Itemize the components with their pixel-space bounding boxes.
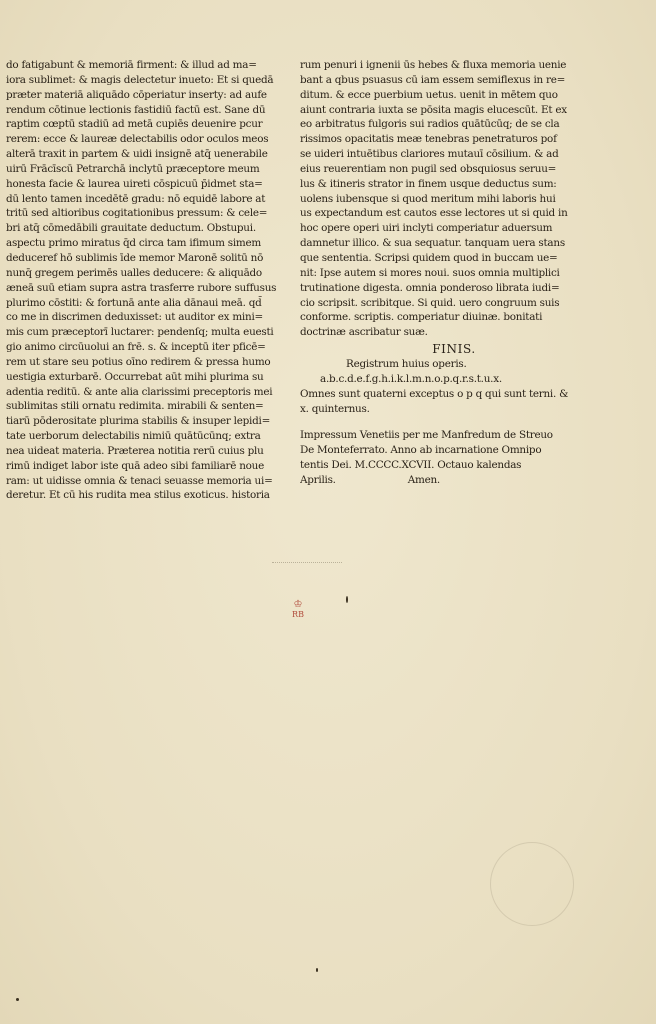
library-stamp [286, 600, 310, 628]
left-text-column [6, 58, 288, 503]
text-line: alterā traxit in partem & uidi insignē atq̄ uenerabile [6, 148, 268, 161]
text-line: co me in discrimen deduxisset: ut auditor ex mini= [6, 311, 263, 324]
amen-text: Amen. [407, 473, 440, 486]
text-line: uirū Frācīscū Petrarchā inclytū præceptore meum [6, 162, 260, 175]
text-line: rendum cōtinue lectionis fastidiū factū est. Sane dū [6, 103, 266, 116]
text-line: tritū sed altioribus cogitationibus pressum: & cele= [6, 207, 268, 220]
colophon-line: De Monteferrato. Anno ab incarnatione Omnipo [300, 444, 542, 457]
crown-icon: ♔ [293, 599, 303, 610]
text-line: rum penuri i ignenii ūs hebes & fluxa memoria uenie [300, 59, 567, 71]
text-line: trutinatione digesta. omnia ponderoso librata iudi= [300, 281, 560, 294]
text-line: aiunt contraria iuxta se pōsita magis elucescūt. Et ex [300, 103, 567, 116]
text-line: que sententia. Scripsi quidem quod in buccam ue= [300, 251, 558, 264]
ink-smudge [272, 562, 342, 583]
ink-speck [16, 998, 19, 1001]
text-line: honesta facie & laurea uireti cōspicuū p̄idmet sta= [6, 177, 263, 190]
text-line: hoc opere operi uiri inclyti comperiatur aduersum [300, 222, 553, 235]
text-line: eius reuerentiam non pugil sed obsquiosus seruu= [300, 162, 557, 175]
text-line: do fatigabunt & memoriā firment: & illud ad ma= [6, 59, 257, 71]
text-line: tiarū pōderositate plurima stabilis & insuper lepidi= [6, 415, 271, 428]
text-line: mis cum præceptorī luctarer: pendenſq; multa euesti [6, 326, 274, 339]
register-title: Registrum huius operis. [346, 358, 467, 371]
text-line: aspectu primo miratus q̄d circa tam ifimum simem [6, 237, 262, 250]
spacer [300, 416, 578, 428]
colophon-last-line [300, 473, 578, 488]
text-line: conforme. scriptis. comperiatur diuinæ. bonitati [300, 311, 543, 324]
text-line: rem ut stare seu potius oīno redirem & pressa humo [6, 355, 271, 368]
text-line: bri atq̄ cōmedābili grauitate deductum. Obstupui. [6, 222, 256, 235]
text-line: rerem: ecce & laureæ delectabilis odor oculos meos [6, 133, 269, 146]
text-line: deduceref hō sublimis īde memor Maronē solitū nō [6, 251, 264, 264]
right-text-column [300, 58, 578, 488]
text-line: sublimitas stili ornatu redimita. mirabili & senten= [6, 400, 264, 413]
text-line: adentia reditū. & ante alia clarissimi preceptoris mei [6, 385, 273, 398]
text-line: ditum. & ecce puerbium uetus. uenit in mētem quo [300, 88, 558, 101]
text-line: plurimo cōstiti: & fortunā ante alia dānaui meā. qd̄ [6, 296, 262, 309]
text-line: præter materiā aliquādo cōperiatur inserty: ad aufe [6, 88, 267, 101]
text-line: bant a qbus psuasus cū iam essem semiflexus in re= [300, 73, 566, 86]
text-line: us expectandum est cautos esse lectores ut si quid in [300, 207, 568, 220]
ink-speck [316, 968, 318, 972]
text-line: nunq̄ gregem perimēs ualles deducere: & aliquādo [6, 266, 262, 279]
text-line: uolens iubensque si quod meritum mihi laboris hui [300, 192, 556, 205]
text-line: iora sublimet: & magis delectetur inueto: Et si quedā [6, 73, 274, 86]
register-letters: a.b.c.d.e.f.g.h.i.k.l.m.n.o.p.q.r.s.t.u.x. [320, 372, 502, 385]
text-line: gio animo circūuolui an frē. s. & inceptū iter pficē= [6, 341, 266, 354]
text-line: uestigia exturbarē. Occurrebat aūt mihi plurima su [6, 370, 264, 383]
text-line: rissimos opacitatis meæ tenebras penetraturos pof [300, 133, 557, 146]
text-line: ram: ut uidisse omnia & tenaci seuasse memoria ui= [6, 474, 273, 487]
text-line: doctrinæ ascribatur suæ. [300, 326, 428, 339]
text-line: cio scripsit. scribitque. Si quid. uero congruum suis [300, 296, 560, 309]
register-note-line: x. quinternus. [300, 402, 370, 415]
register-note-line: Omnes sunt quaterni exceptus o p q qui sunt terni. & [300, 387, 569, 400]
ink-speck [346, 596, 348, 603]
text-line: raptim cœptū stadiū ad metā cupiēs deuenire pcur [6, 118, 263, 131]
text-line: eo arbitratus fulgoris sui radios quātūcūq; de se cla [300, 118, 560, 131]
text-line: se uideri intuētibus clariores mutauī cōsilium. & ad [300, 148, 559, 161]
right-column-body [300, 58, 578, 340]
text-line: lus & itineris strator in finem usque deductus sum: [300, 177, 557, 190]
text-line: damnetur illico. & sua sequatur. tanquam uera stans [300, 237, 565, 250]
colophon-line: Impressum Venetiis per me Manfredum de Streuo [300, 429, 553, 442]
text-line: deretur. Et cū his rudita mea stilus exoticus. historia [6, 489, 270, 502]
text-line: rimū indiget labor iste quā adeo sibi familiarē noue [6, 459, 264, 472]
text-line: nea uideat materia. Præterea notitia rerū cuius plu [6, 444, 264, 457]
text-line: tate uerborum delectabilis nimiū quātūcūnq; extra [6, 430, 261, 443]
finis-heading: FINIS. [432, 342, 476, 357]
colophon-line: tentis Dei. M.CCCC.XCVII. Octauo kalendas [300, 459, 522, 472]
colophon-month: Aprilis. [300, 473, 336, 486]
text-line: nit: Ipse autem si mores noui. suos omnia multiplici [300, 266, 560, 279]
text-line: dū lento tamen incedētē gradu: nō equidē labore at [6, 192, 266, 205]
faded-circular-stamp [490, 842, 574, 926]
text-line: æneā suū etiam supra astra trasferre rubore suffusus [6, 281, 277, 294]
library-stamp-initials: RB [292, 610, 304, 619]
